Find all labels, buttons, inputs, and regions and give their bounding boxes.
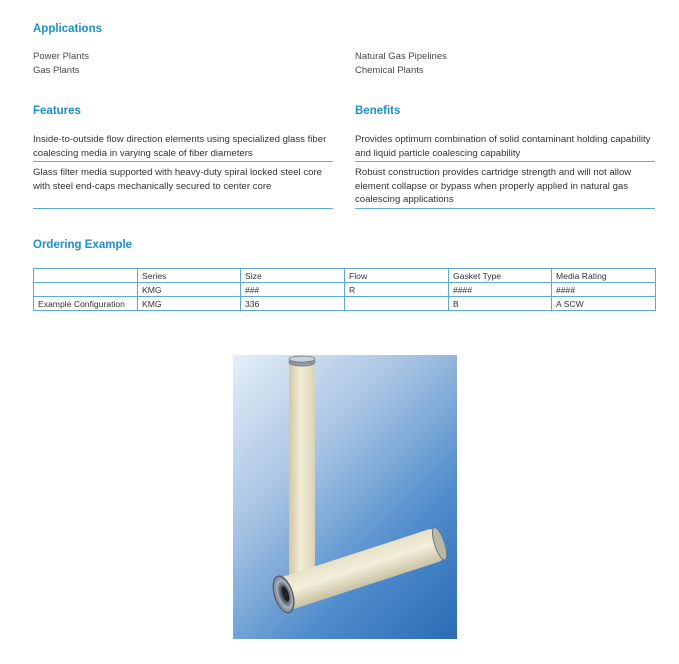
divider [33,161,333,162]
applications-heading: Applications [33,23,103,35]
filter-cartridge-photo [233,355,457,639]
filter-cartridges-illustration [233,355,457,639]
application-item: Power Plants [33,51,89,62]
table-cell: KMG [138,297,241,311]
table-cell: A SCW [552,297,656,311]
ordering-table [33,268,656,311]
table-cell: R [345,283,449,297]
features-heading: Features [33,105,81,117]
feature-item: Inside-to-outside flow direction elements using specialized glass fiber coalescing media in varying scale of fiber diameters [33,134,327,159]
applications-list-right [355,50,447,78]
table-header-cell: Flow [345,269,449,283]
application-item: Gas Plants [33,65,80,76]
application-item: Chemical Plants [355,65,424,76]
ordering-heading: Ordering Example [33,239,133,251]
vertical-cartridge [289,356,315,597]
table-header-cell: Gasket Type [449,269,552,283]
benefit-item: Robust construction provides cartridge strength and will not allow element collapse or bypass when properly applied in natural gas coalescing applications [355,167,632,205]
table-cell: #### [449,283,552,297]
table-cell: B [449,297,552,311]
application-item: Natural Gas Pipelines [355,51,447,62]
benefit-item: Provides optimum combination of solid contaminant holding capability and liquid particle coalescing capability [355,134,651,159]
divider [355,161,655,162]
table-header-cell: Size [241,269,345,283]
divider [33,208,333,209]
table-cell [34,283,138,297]
table-header-cell: Series [138,269,241,283]
benefits-heading: Benefits [355,105,401,117]
table-header-cell [34,269,138,283]
feature-item: Glass filter media supported with heavy-duty spiral locked steel core with steel end-caps mechanically secured to center core [33,167,323,192]
table-cell: ### [241,283,345,297]
table-cell: Example Configuration [34,297,138,311]
table-header-row [34,269,656,283]
table-row [34,283,656,297]
divider [355,208,655,209]
table-cell: KMG [138,283,241,297]
table-cell [345,297,449,311]
table-cell: #### [552,283,656,297]
table-header-cell: Media Rating [552,269,656,283]
applications-list-left [33,50,89,78]
table-cell: 336 [241,297,345,311]
table-row [34,297,656,311]
